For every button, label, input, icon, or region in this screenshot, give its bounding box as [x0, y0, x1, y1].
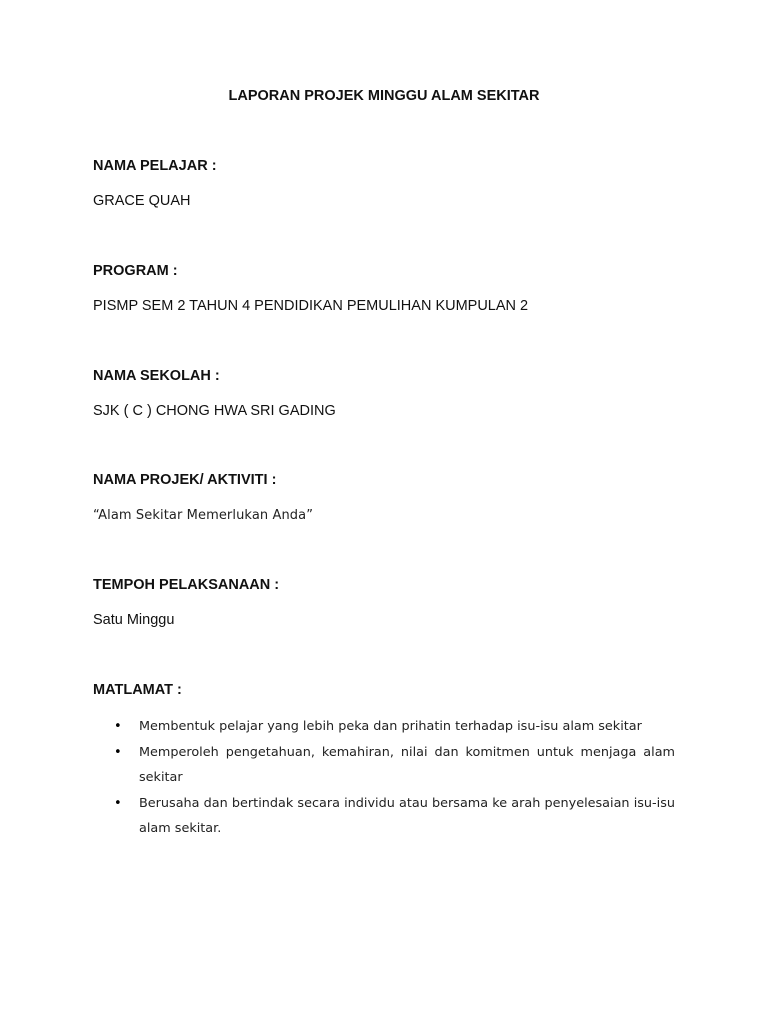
goal-text: Memperoleh pengetahuan, kemahiran, nilai dan komitmen untuk menjaga alam sekitar: [139, 745, 675, 785]
duration-label: TEMPOH PELAKSANAAN :: [93, 577, 280, 593]
goal-text: Membentuk pelajar yang lebih peka dan prihatin terhadap isu-isu alam sekitar: [139, 719, 642, 734]
student-name-label: NAMA PELAJAR :: [93, 158, 217, 174]
document-title: LAPORAN PROJEK MINGGU ALAM SEKITAR: [228, 88, 540, 104]
student-name-value: GRACE QUAH: [93, 193, 191, 209]
goal-item: [112, 714, 675, 739]
program-value: PISMP SEM 2 TAHUN 4 PENDIDIKAN PEMULIHAN KUMPULAN 2: [93, 298, 529, 314]
project-name-value: “Alam Sekitar Memerlukan Anda”: [93, 508, 314, 523]
bullet-icon: •: [114, 719, 122, 734]
school-name-label: NAMA SEKOLAH :: [93, 368, 220, 384]
goals-list: [112, 714, 675, 841]
duration-value: Satu Minggu: [93, 612, 175, 628]
bullet-icon: •: [114, 745, 122, 760]
goal-item: [112, 791, 675, 841]
program-label: PROGRAM :: [93, 263, 178, 279]
project-name-label: NAMA PROJEK/ AKTIVITI :: [93, 472, 277, 488]
goals-label: MATLAMAT :: [93, 682, 182, 698]
goal-item: [112, 740, 675, 790]
school-name-value: SJK ( C ) CHONG HWA SRI GADING: [93, 403, 336, 419]
goal-text: Berusaha dan bertindak secara individu atau bersama ke arah penyelesaian isu-isu alam sekitar.: [139, 796, 675, 836]
bullet-icon: •: [114, 796, 122, 811]
